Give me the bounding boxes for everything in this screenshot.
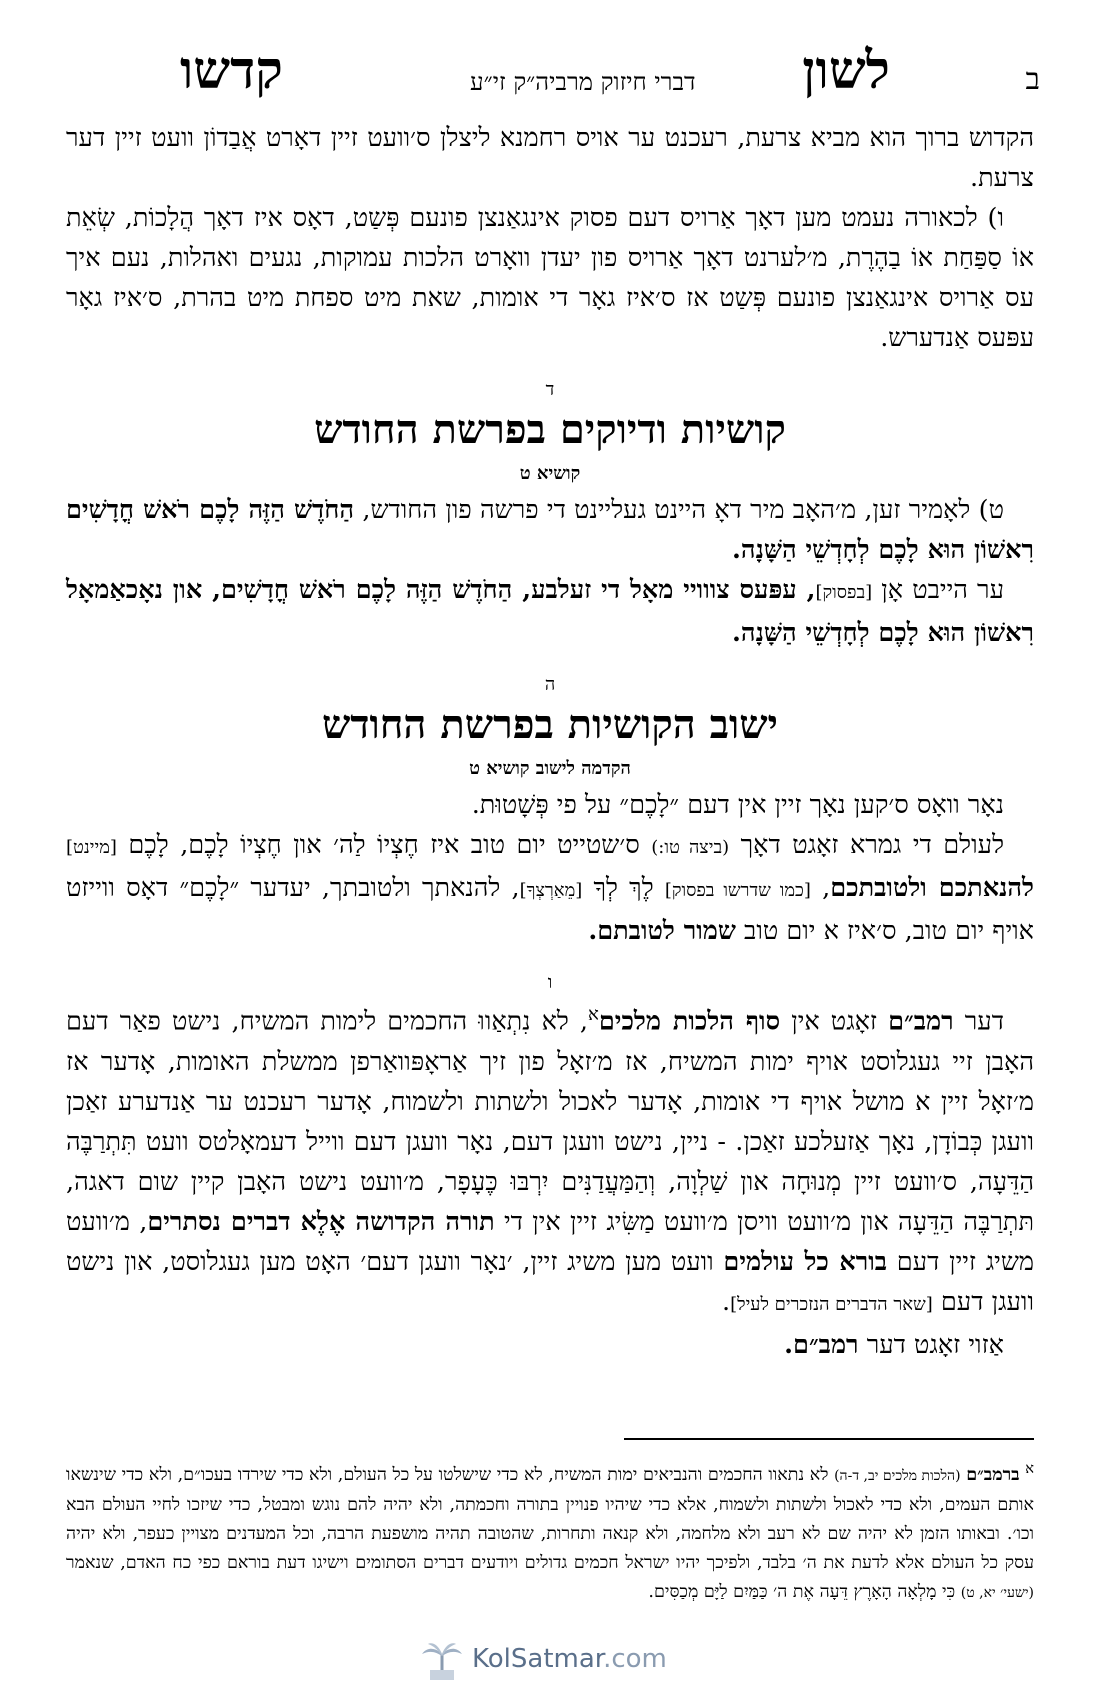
footnote-marker: א bbox=[1025, 1460, 1034, 1477]
verse-quote: הַחֹדֶשׁ הַזֶּה לָכֶם רֹאשׁ חֳדָשִׁים רִאשׁוֹן הוּא לָכֶם לְחָדְשֵׁי הַשָּׁנָה. bbox=[66, 495, 1034, 565]
paragraph: אַזוי זאָגט דער רמב״ם. bbox=[784, 1329, 1004, 1360]
main-text bbox=[66, 118, 1034, 1365]
source-note: (ביצה טו:) bbox=[651, 837, 730, 858]
palm-tree-icon bbox=[420, 1640, 464, 1682]
source-note: [שאר הדברים הנזכרים לעיל] bbox=[730, 1293, 933, 1315]
paragraph: דער רמב״ם זאָגט אין סוף הלכות מלכים$^א$, לא נִתְאַווּ החכמים לימות המשיח, נישט פאַר דעם האָבן זיי געגלוסט אויף ימות המשיח, אז מ׳זאָל פון זיך אַראָפּוואַרפן ממשלת האומות, אָדער אז מ׳זאָל זיין א מושל אויף די אומות, אָדער לאכול ולשתות ולשמוח, אָדער רעכנט ער אַנדערע זאַכן וועגן כְּבוֹדָן, נאָך אַזעלכע זאַכן. - ניין, נישט וועגן דעם, נאָר וועגן דעם ווייל דעמאָלטס וועט תִּתְרַבֶּה הַדֵּעָה, ס׳וועט זיין מְנוּחָה און שַׁלְוָה, וְהַמַּעֲדַנִּים יִרְבּוּ כֶּעָפָר, מ׳וועט נישט האָבן קיין שום דאגה, תּתְרַבֶּה הַדֵּעָה און מ׳וועט וויסן מ׳וועט מַשִּׂיג זיין אין די תורה הקדושה אֶלֶא דברים נסתרים, מ׳וועט משיג זיין דעם בורא כל עולמים וועט מען משיג זיין, ׳נאָר וועגן דעם׳ האָט מען געגלוסט, און נישט וועגן דעם [שאר הדברים הנזכרים לעיל]. bbox=[66, 1004, 1035, 1317]
paragraph: ו) לכאורה נעמט מען דאָך אַרויס דעם פסוק אינגאַנצן פונעם פְּשַט, דאָס איז דאָך הֲלָכוֹת, שְׂאֵת אוֹ סַפַּחַת אוֹ בַהֶרֶת, מ׳לערנט דאָך אַרויס פון יעדן וואָרט הלכות עמוקות, נגעים ואהלות, נעם איך עס אַרויס אינגאַנצן פונעם פְּשַט אז ס׳איז גאָר די אומות, שאת מיט ספחת מיט בהרת, ס׳איז גאָר עפּעס אַנדערש. bbox=[66, 203, 1034, 353]
section-number: ה bbox=[544, 674, 556, 695]
site-logo[interactable] bbox=[420, 1638, 700, 1684]
page-number: ב bbox=[1025, 62, 1040, 97]
source-note: [בפסוק] bbox=[815, 582, 873, 603]
source-note: [מֵאַרְצְךָ] bbox=[519, 880, 583, 901]
page-header bbox=[60, 40, 1040, 110]
section-number: ו bbox=[547, 972, 553, 993]
paragraph: ער הייבט אָן [בפסוק], עפּעס צווויי מאָל די זעלבע, הַחֹדֶשׁ הַזֶּה לָכֶם רֹאשׁ חֳדָשִׁים, און נאָכאַמאָל רִאשׁוֹן הוּא לָכֶם לְחָדְשֵׁי הַשָּׁנָה. bbox=[66, 575, 1034, 648]
footnotes bbox=[66, 1438, 1034, 1608]
paragraph: ט) לאָמיר זען, מ׳האָב מיר דאָ היינט געליינט די פרשה פון החודש, הַחֹדֶשׁ הַזֶּה לָכֶם רֹאשׁ חֳדָשִׁים רִאשׁוֹן הוּא לָכֶם לְחָדְשֵׁי הַשָּׁנָה. bbox=[66, 495, 1034, 565]
running-title-left: קדשו bbox=[180, 40, 283, 101]
section-title: ישוב הקושיות בפרשת החודש bbox=[321, 701, 779, 748]
footnote-divider bbox=[624, 1438, 1034, 1440]
source-note: [מיינט] bbox=[66, 837, 117, 858]
paragraph: נאָר וואָס ס׳קען נאָך זיין אין דעם ״לָכֶם״ על פי פְּשָׁטוּת. bbox=[471, 790, 1004, 820]
paragraph: הקדוש ברוך הוא מביא צרעת, רעכנט ער אויס רחמנא ליצלן ס׳וועט זיין דאָרט אֲבַדוֹן וועט זיין דער צרעת. bbox=[66, 123, 1034, 193]
footnote: $^א$ ברמב״ם (הלכות מלכים יב, ד-ה) לא נתאוו החכמים והנביאים ימות המשיח, לא כדי שישלטו על כל העולם, ולא כדי שירדו בעכו״ם, ולא כדי שינשאו אותם העמים, ולא כדי לאכול ולשתות ולשמוח, אלא כדי שיהיו פנויין בתורה וחכמתה, ולא יהיה להם נוגש ומבטל, כדי שיזכו לחיי העולם הבא וכו׳. ובאותו הזמן לא יהיה שם לא רעב ולא מלחמה, ולא קנאה ותחרות, שהטובה תהיה מושפעת הרבה, וכל המעדנים מצויין כעפר, ולא יהיה עסק כל העולם אלא לדעת את ה׳ בלבד, ולפיכך יהיו ישראל חכמים גדולים ויודעים דברים הסתומים וישיגו דעת בוראם כפי כח האדם, שנאמר (ישעי׳ יא, ט) כִּי מָלְאָה הָאָרֶץ דֵּעָה אֶת ה׳ כַּמַּיִם לַיָּם מְכַסִּים. bbox=[66, 1460, 1034, 1602]
footnote-ref[interactable]: א bbox=[588, 1004, 599, 1025]
running-subtitle: דברי חיזוק מרביה״ק זי״ע bbox=[470, 68, 696, 96]
logo-wordmark: KolSatmar.com bbox=[472, 1644, 667, 1674]
paragraph: לעולם די גמרא זאָגט דאָך (ביצה טו:) ס׳שטייט יום טוב איז חֶצְיוֹ לַה׳ און חֶצְיוֹ לָכֶם, לָכֶם [מיינט] להנאתכם ולטובתכם, [כמו שדרשו בפסוק] לֶךְ לְךָ [מֵאַרְצְךָ], להנאתך ולטובתך, יעדער ״לָכֶם״ דאָס ווייזט אויף יום טוב, ס׳איז א יום טוב שמור לטובתם. bbox=[66, 830, 1034, 946]
source-note: [כמו שדרשו בפסוק] bbox=[664, 880, 811, 901]
section-title: קושיות ודיוקים בפרשת החודש bbox=[314, 406, 786, 453]
section-subtitle: קושיא ט bbox=[519, 463, 581, 484]
section-number: ד bbox=[545, 379, 555, 400]
section-subtitle: הקדמה לישוב קושיא ט bbox=[469, 758, 631, 779]
running-title-right: לשון bbox=[802, 40, 890, 101]
